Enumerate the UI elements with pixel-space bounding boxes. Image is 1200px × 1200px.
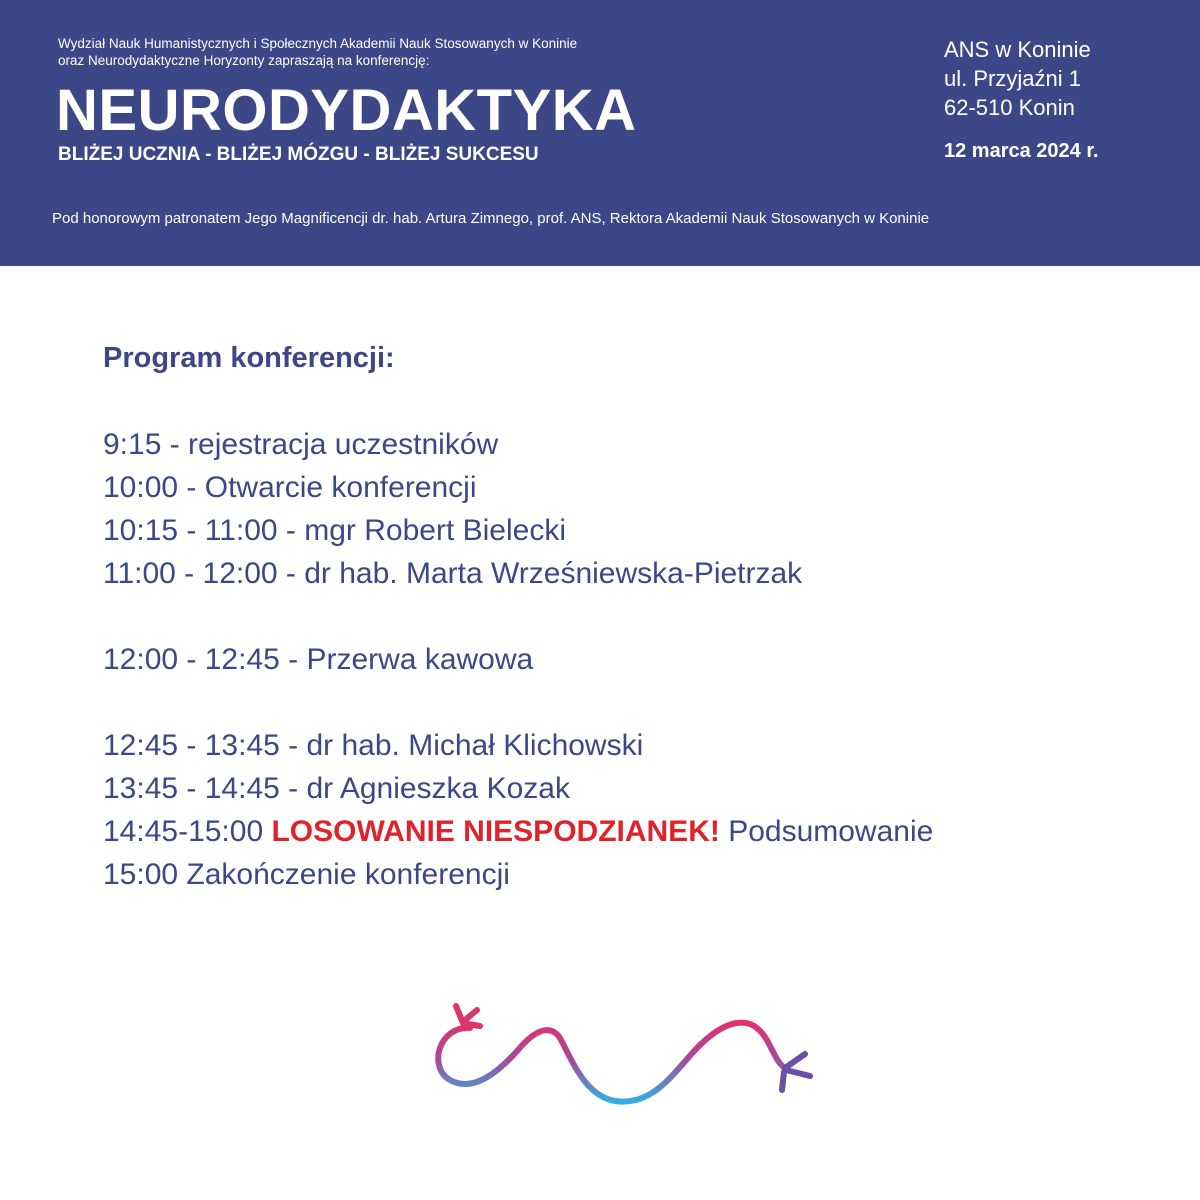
intro-text: [58, 35, 577, 69]
schedule-item: 9:15 - rejestracja uczestników: [103, 428, 499, 461]
conference-subtitle: BLIŻEJ UCZNIA - BLIŻEJ MÓZGU - BLIŻEJ SUKCESU: [58, 144, 539, 165]
schedule-item: 13:45 - 14:45 - dr Agnieszka Kozak: [103, 772, 570, 805]
intro-line-1: Wydział Nauk Humanistycznych i Społecznych Akademii Nauk Stosowanych w Koninie: [58, 36, 578, 51]
address-line-1: ANS w Koninie: [944, 37, 1091, 62]
conference-title: NEURODYDAKTYKA: [56, 78, 637, 143]
start-arrow-icon: [456, 1006, 480, 1028]
address-line-3: 62-510 Konin: [944, 95, 1075, 120]
program-section: [103, 338, 933, 896]
schedule-item-closing: 15:00 Zakończenie konferencji: [103, 858, 510, 891]
wavy-neuron-line-icon: [420, 998, 820, 1108]
header-banner: [0, 0, 1200, 266]
schedule-item: 10:00 - Otwarcie konferencji: [103, 471, 477, 504]
patronage-text: Pod honorowym patronatem Jego Magnificencji dr. hab. Artura Zimnego, prof. ANS, Rektora Akademii Nauk Stosowanych w Koninie: [52, 210, 930, 227]
intro-line-2: oraz Neurodydaktyczne Horyzonty zapraszają na konferencję:: [58, 53, 430, 68]
raffle-time: 14:45-15:00: [103, 815, 264, 848]
schedule-item: 10:15 - 11:00 - mgr Robert Bielecki: [103, 514, 566, 547]
program-heading: Program konferencji:: [103, 342, 395, 374]
schedule-list: [103, 423, 933, 896]
schedule-item: 11:00 - 12:00 - dr hab. Marta Wrześniewska-Pietrzak: [103, 557, 803, 590]
spacer: [103, 595, 933, 638]
raffle-rest: Podsumowanie: [728, 815, 934, 848]
conference-date: 12 marca 2024 r.: [944, 140, 1099, 162]
end-arrow-icon: [782, 1054, 810, 1090]
schedule-item-raffle: [103, 810, 933, 853]
schedule-item: 12:45 - 13:45 - dr hab. Michał Klichowski: [103, 729, 644, 762]
schedule-item-coffee-break: 12:00 - 12:45 - Przerwa kawowa: [103, 643, 534, 676]
raffle-highlight: LOSOWANIE NIESPODZIANEK!: [271, 815, 720, 848]
venue-address: [944, 35, 1091, 122]
address-line-2: ul. Przyjaźni 1: [944, 66, 1081, 91]
spacer: [103, 681, 933, 724]
